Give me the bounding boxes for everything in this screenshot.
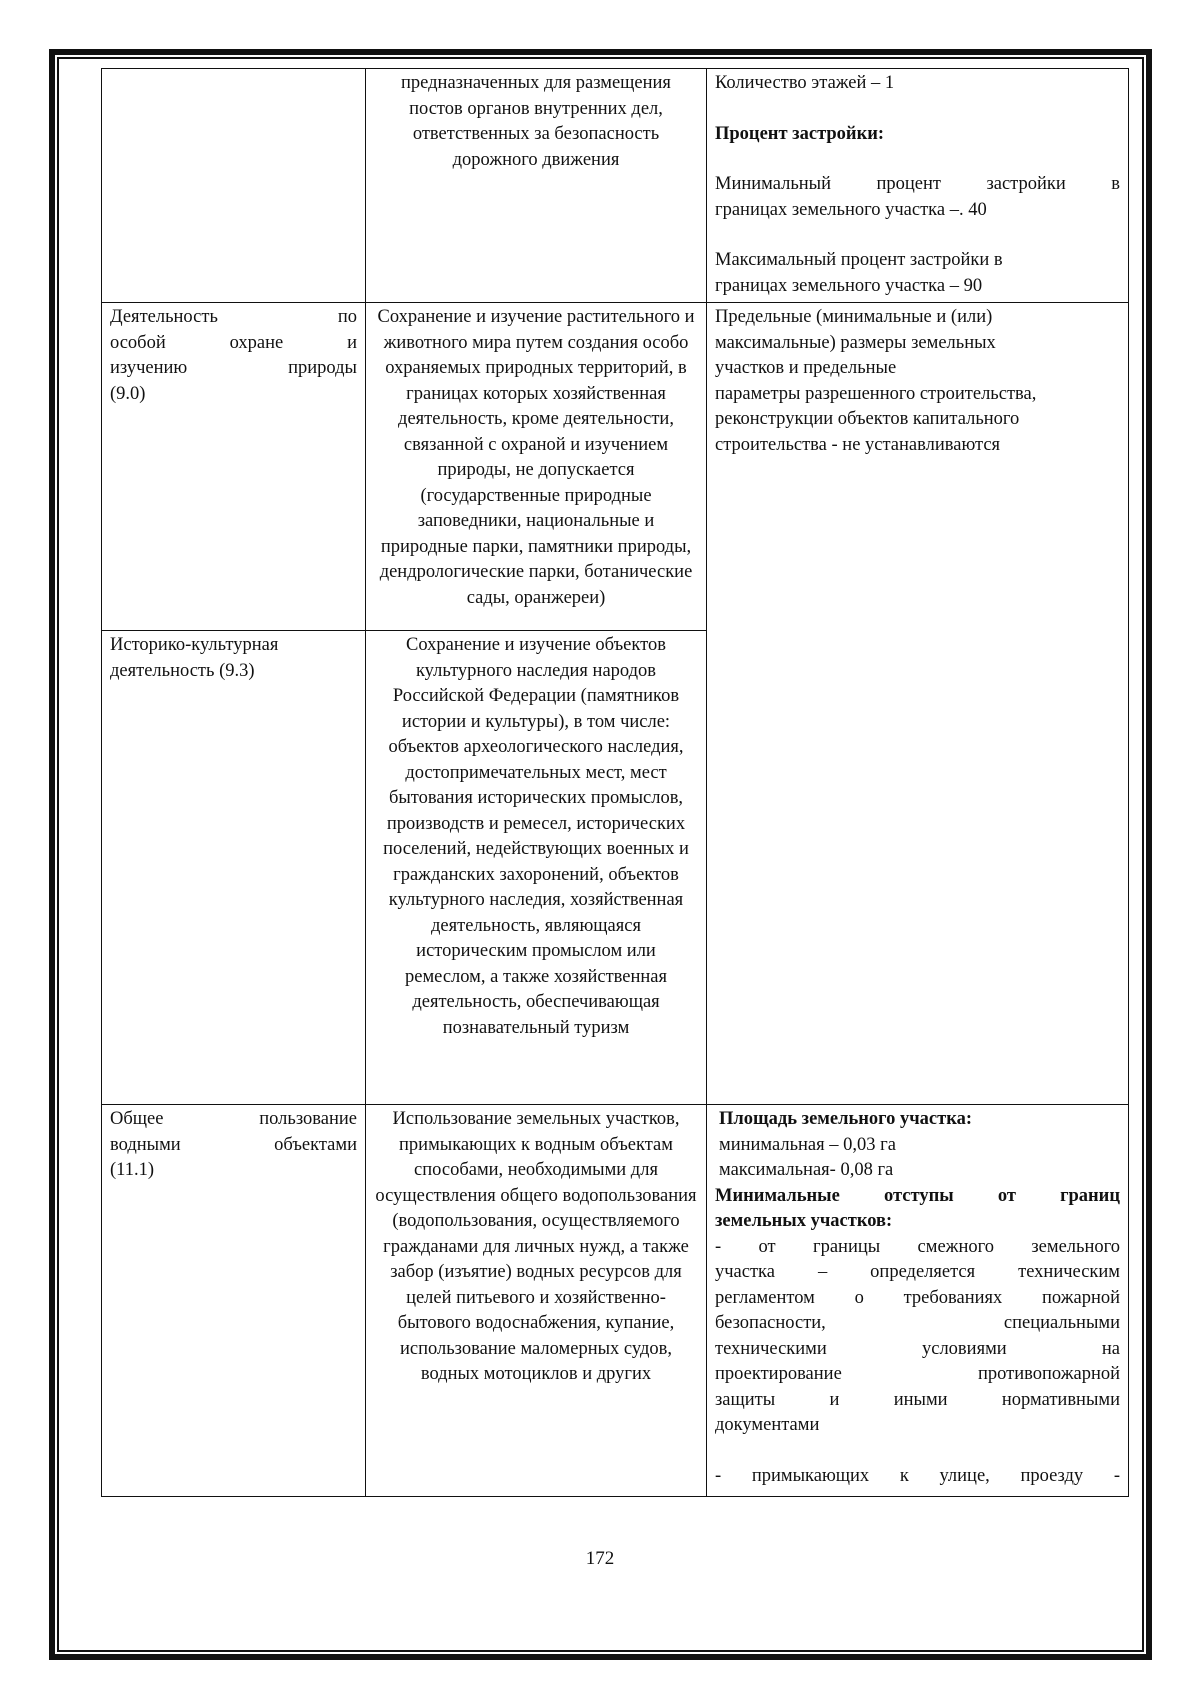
build-percent-heading: Процент застройки: [715,123,885,144]
setback-line: участка – определяется техническим [715,1262,1120,1282]
use-name-line: (11.1) [110,1160,155,1180]
setback-line: регламентом о требованиях пожарной [715,1287,1120,1308]
params-line: реконструкции объектов капитального [715,409,1020,429]
params-cell [707,303,1129,1105]
setback-line-last: документами [715,1415,820,1435]
params-line: Предельные (минимальные и (или) [715,307,993,327]
use-description-cell: Сохранение и изучение растительного и животного мира путем создания особо охраняемых природных территорий, в границах которых хозяйственная деятельность, кроме деятельности, связанной с охраной и изучением природы, не допускается (государственные природные заповедники, национальные и природные парки, памятники природы, дендрологические парки, ботанические сады, оранжереи) [366,303,707,631]
use-name-line: особой охране и [110,332,357,353]
use-description-cell: Использование земельных участков, примыкающих к водным объектам способами, необходимыми для осуществления общего водопользования (водопользования, осуществляемого гражданами для личных нужд, а также забор (изъятие) водных ресурсов для целей питьевого и хозяйственно-бытового водоснабжения, купание, использование маломерных судов, водных мотоциклов и других [366,1105,707,1497]
use-name-cell [102,303,366,631]
setback-heading: Минимальные отступы от границ [715,1185,1120,1206]
use-name-line: Общее пользование [110,1109,357,1129]
use-name-line: Деятельность по [110,307,357,327]
use-name-cell [102,1105,366,1497]
area-max-text: максимальная- 0,08 га [719,1160,894,1180]
setback-line: защиты и иными нормативными [715,1389,1120,1410]
params-cell [707,69,1129,303]
street-setback-line: - примыкающих к улице, проезду - [715,1465,1120,1486]
use-name-line: изучению природы [110,358,357,378]
setback-heading-cont: земельных участков: [715,1211,893,1231]
min-percent-text: Минимальный процент застройки в [715,174,1120,194]
setback-line: - от границы смежного земельного [715,1236,1120,1257]
use-name-cell [102,631,366,1105]
land-use-table [101,68,1129,1497]
params-cell [707,1105,1129,1497]
setback-line: проектирование противопожарной [715,1364,1120,1384]
use-description-cell: предназначенных для размещения постов органов внутренних дел, ответственных за безопасность дорожного движения [366,69,707,303]
max-percent-text-cont: границах земельного участка – 90 [715,275,983,296]
use-name-cell [102,69,366,303]
setback-line: техническими условиями на [715,1338,1120,1359]
min-percent-text-cont: границах земельного участка –. 40 [715,199,987,220]
floors-text: Количество этажей – 1 [715,73,895,93]
use-description-cell: Сохранение и изучение объектов культурного наследия народов Российской Федерации (памятников истории и культуры), в том числе: объектов археологического наследия, достопримечательных мест, мест бытования исторических промыслов, производств и ремесел, исторических поселений, недействующих военных и гражданских захоронений, объектов культурного наследия, хозяйственная деятельность, являющаяся историческим промыслом или ремеслом, а также хозяйственная деятельность, обеспечивающая познавательный туризм [366,631,707,1105]
table-row [102,303,1129,631]
area-min-text: минимальная – 0,03 га [719,1134,896,1155]
table-row [102,69,1129,303]
use-name-line: деятельность (9.3) [110,660,255,681]
area-heading: Площадь земельного участка: [719,1109,973,1129]
use-name-line: Историко-культурная [110,635,279,655]
page-number: 172 [585,1548,615,1569]
params-line: участков и предельные [715,358,897,378]
setback-line: безопасности, специальными [715,1313,1120,1333]
params-line: максимальные) размеры земельных [715,332,996,353]
params-line: параметры разрешенного строительства, [715,383,1037,404]
max-percent-text: Максимальный процент застройки в [715,250,1003,270]
use-name-line: водными объектами [110,1134,357,1155]
params-line: строительства - не устанавливаются [715,434,1001,455]
use-name-line: (9.0) [110,383,146,404]
table-row [102,1105,1129,1497]
